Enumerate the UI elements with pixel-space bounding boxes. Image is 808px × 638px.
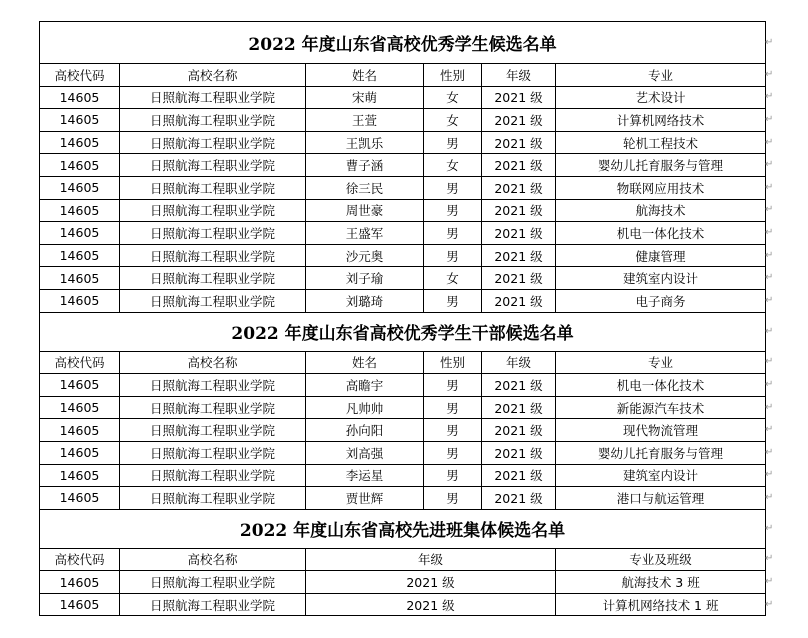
grade-cell: 2021 级: [482, 199, 556, 222]
school-name-cell: 日照航海工程职业学院: [120, 267, 306, 290]
school-code-cell: 14605: [40, 131, 120, 154]
major-cell: 物联网应用技术: [556, 176, 766, 199]
school-name-cell: 日照航海工程职业学院: [120, 396, 306, 419]
major-class-cell: 计算机网络技术 1 班: [556, 593, 766, 616]
header-grade: 年级: [482, 351, 556, 374]
school-code-cell: 14605: [40, 222, 120, 245]
row-end-mark: ↵: [765, 378, 774, 390]
student-name-cell: 刘高强: [306, 441, 424, 464]
row-end-mark: ↵: [765, 226, 774, 238]
table-row: [40, 289, 766, 312]
school-name-cell: 日照航海工程职业学院: [120, 419, 306, 442]
header-school-name: 高校名称: [120, 548, 306, 571]
table-header-row: [40, 64, 766, 87]
grade-cell: 2021 级: [482, 244, 556, 267]
row-end-mark: ↵: [765, 598, 774, 610]
school-code-cell: 14605: [40, 289, 120, 312]
grade-cell: 2021 级: [482, 267, 556, 290]
school-name-cell: 日照航海工程职业学院: [120, 86, 306, 109]
gender-cell: 男: [424, 289, 482, 312]
major-cell: 电子商务: [556, 289, 766, 312]
header-student-name: 姓名: [306, 64, 424, 87]
major-cell: 机电一体化技术: [556, 222, 766, 245]
school-name-cell: 日照航海工程职业学院: [120, 109, 306, 132]
row-end-mark: ↵: [765, 401, 774, 413]
table-row: [40, 487, 766, 510]
student-name-cell: 刘子瑜: [306, 267, 424, 290]
row-end-mark: ↵: [765, 576, 774, 588]
header-school-code: 高校代码: [40, 351, 120, 374]
school-name-cell: 日照航海工程职业学院: [120, 244, 306, 267]
header-student-name: 姓名: [306, 351, 424, 374]
school-name-cell: 日照航海工程职业学院: [120, 289, 306, 312]
major-cell: 计算机网络技术: [556, 109, 766, 132]
header-grade: 年级: [482, 64, 556, 87]
row-end-mark: ↵: [765, 325, 774, 337]
student-name-cell: 孙向阳: [306, 419, 424, 442]
school-code-cell: 14605: [40, 396, 120, 419]
row-end-mark: ↵: [765, 356, 774, 368]
major-cell: 机电一体化技术: [556, 374, 766, 397]
table-row: [40, 109, 766, 132]
school-code-cell: 14605: [40, 464, 120, 487]
major-class-cell: 航海技术 3 班: [556, 571, 766, 594]
school-code-cell: 14605: [40, 109, 120, 132]
table-row: [40, 396, 766, 419]
school-code-cell: 14605: [40, 267, 120, 290]
major-cell: 婴幼儿托育服务与管理: [556, 154, 766, 177]
school-code-cell: 14605: [40, 487, 120, 510]
school-name-cell: 日照航海工程职业学院: [120, 176, 306, 199]
row-end-mark: ↵: [765, 159, 774, 171]
student-name-cell: 宋萌: [306, 86, 424, 109]
student-name-cell: 周世豪: [306, 199, 424, 222]
school-name-cell: 日照航海工程职业学院: [120, 593, 306, 616]
gender-cell: 女: [424, 86, 482, 109]
row-end-mark: ↵: [765, 469, 774, 481]
student-name-cell: 高瞻宇: [306, 374, 424, 397]
row-end-mark: ↵: [765, 446, 774, 458]
gender-cell: 男: [424, 464, 482, 487]
table-row: [40, 441, 766, 464]
header-school-name: 高校名称: [120, 351, 306, 374]
grade-cell: 2021 级: [306, 593, 556, 616]
major-cell: 港口与航运管理: [556, 487, 766, 510]
header-school-name: 高校名称: [120, 64, 306, 87]
grade-cell: 2021 级: [482, 374, 556, 397]
header-major-class: 专业及班级: [556, 548, 766, 571]
section-title-row: [40, 312, 766, 351]
table-row: [40, 176, 766, 199]
candidate-list-document: [39, 21, 765, 616]
gender-cell: 女: [424, 154, 482, 177]
section-title: 2022 年度山东省高校先进班集体候选名单: [40, 509, 766, 548]
section-title: 2022 年度山东省高校优秀学生候选名单: [40, 22, 766, 64]
school-name-cell: 日照航海工程职业学院: [120, 441, 306, 464]
grade-cell: 2021 级: [482, 154, 556, 177]
gender-cell: 男: [424, 396, 482, 419]
row-end-mark: ↵: [765, 113, 774, 125]
table-row: [40, 154, 766, 177]
row-end-mark: ↵: [765, 249, 774, 261]
school-code-cell: 14605: [40, 374, 120, 397]
gender-cell: 女: [424, 109, 482, 132]
student-name-cell: 沙元奥: [306, 244, 424, 267]
student-name-cell: 徐三民: [306, 176, 424, 199]
school-name-cell: 日照航海工程职业学院: [120, 154, 306, 177]
row-end-mark: ↵: [765, 294, 774, 306]
header-gender: 性别: [424, 351, 482, 374]
table-row: [40, 419, 766, 442]
row-end-mark: ↵: [765, 36, 774, 48]
grade-cell: 2021 级: [482, 419, 556, 442]
major-cell: 健康管理: [556, 244, 766, 267]
gender-cell: 男: [424, 222, 482, 245]
table-header-row: [40, 351, 766, 374]
gender-cell: 男: [424, 176, 482, 199]
grade-cell: 2021 级: [482, 86, 556, 109]
gender-cell: 男: [424, 131, 482, 154]
table-row: [40, 222, 766, 245]
school-name-cell: 日照航海工程职业学院: [120, 571, 306, 594]
school-name-cell: 日照航海工程职业学院: [120, 374, 306, 397]
row-end-mark: ↵: [765, 204, 774, 216]
student-name-cell: 贾世辉: [306, 487, 424, 510]
row-end-mark: ↵: [765, 91, 774, 103]
table-row: [40, 267, 766, 290]
major-cell: 现代物流管理: [556, 419, 766, 442]
row-end-mark: ↵: [765, 491, 774, 503]
table-row: [40, 199, 766, 222]
school-code-cell: 14605: [40, 441, 120, 464]
school-name-cell: 日照航海工程职业学院: [120, 222, 306, 245]
gender-cell: 男: [424, 487, 482, 510]
grade-cell: 2021 级: [482, 109, 556, 132]
table-row: [40, 374, 766, 397]
gender-cell: 男: [424, 374, 482, 397]
grade-cell: 2021 级: [482, 131, 556, 154]
grade-cell: 2021 级: [482, 222, 556, 245]
header-school-code: 高校代码: [40, 64, 120, 87]
gender-cell: 男: [424, 441, 482, 464]
table-header-row: [40, 548, 766, 571]
school-code-cell: 14605: [40, 419, 120, 442]
header-gender: 性别: [424, 64, 482, 87]
table-row: [40, 86, 766, 109]
table-row: [40, 464, 766, 487]
school-code-cell: 14605: [40, 244, 120, 267]
header-major: 专业: [556, 351, 766, 374]
school-code-cell: 14605: [40, 86, 120, 109]
row-end-mark: ↵: [765, 181, 774, 193]
header-school-code: 高校代码: [40, 548, 120, 571]
school-name-cell: 日照航海工程职业学院: [120, 131, 306, 154]
student-name-cell: 刘璐琦: [306, 289, 424, 312]
major-cell: 婴幼儿托育服务与管理: [556, 441, 766, 464]
grade-cell: 2021 级: [482, 396, 556, 419]
major-cell: 航海技术: [556, 199, 766, 222]
major-cell: 建筑室内设计: [556, 464, 766, 487]
student-name-cell: 王盛军: [306, 222, 424, 245]
row-end-mark: ↵: [765, 424, 774, 436]
row-end-mark: ↵: [765, 68, 774, 80]
school-code-cell: 14605: [40, 593, 120, 616]
section-title-row: [40, 509, 766, 548]
major-cell: 建筑室内设计: [556, 267, 766, 290]
student-name-cell: 李运星: [306, 464, 424, 487]
school-name-cell: 日照航海工程职业学院: [120, 487, 306, 510]
table-row: [40, 571, 766, 594]
grade-cell: 2021 级: [482, 289, 556, 312]
candidate-table: [39, 21, 766, 616]
table-row: [40, 244, 766, 267]
gender-cell: 男: [424, 244, 482, 267]
section-title-row: [40, 22, 766, 64]
grade-cell: 2021 级: [482, 487, 556, 510]
section-title: 2022 年度山东省高校优秀学生干部候选名单: [40, 312, 766, 351]
table-row: [40, 593, 766, 616]
gender-cell: 男: [424, 419, 482, 442]
row-end-mark: ↵: [765, 136, 774, 148]
school-name-cell: 日照航海工程职业学院: [120, 464, 306, 487]
row-end-mark: ↵: [765, 272, 774, 284]
grade-cell: 2021 级: [482, 464, 556, 487]
grade-cell: 2021 级: [482, 176, 556, 199]
grade-cell: 2021 级: [306, 571, 556, 594]
header-grade: 年级: [306, 548, 556, 571]
school-code-cell: 14605: [40, 571, 120, 594]
school-code-cell: 14605: [40, 154, 120, 177]
major-cell: 新能源汽车技术: [556, 396, 766, 419]
grade-cell: 2021 级: [482, 441, 556, 464]
gender-cell: 女: [424, 267, 482, 290]
major-cell: 轮机工程技术: [556, 131, 766, 154]
table-row: [40, 131, 766, 154]
student-name-cell: 王萱: [306, 109, 424, 132]
school-code-cell: 14605: [40, 199, 120, 222]
student-name-cell: 王凯乐: [306, 131, 424, 154]
school-code-cell: 14605: [40, 176, 120, 199]
row-end-mark: ↵: [765, 553, 774, 565]
gender-cell: 男: [424, 199, 482, 222]
major-cell: 艺术设计: [556, 86, 766, 109]
school-name-cell: 日照航海工程职业学院: [120, 199, 306, 222]
student-name-cell: 曹子涵: [306, 154, 424, 177]
student-name-cell: 凡帅帅: [306, 396, 424, 419]
row-end-mark: ↵: [765, 522, 774, 534]
header-major: 专业: [556, 64, 766, 87]
